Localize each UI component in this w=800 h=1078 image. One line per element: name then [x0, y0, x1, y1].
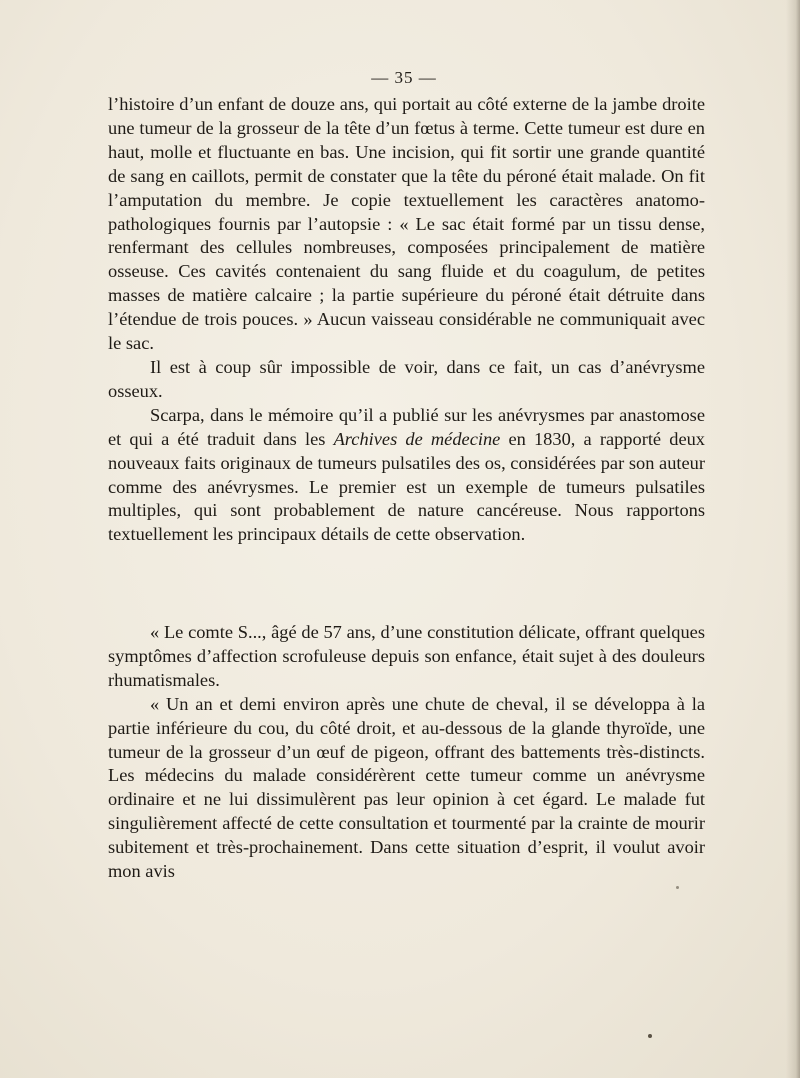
paragraph-3-text-start: Scarpa, dans le mémoire qu’il a publié sur les anévrysmes par anastomose et qui a été traduit dans les: [108, 404, 705, 449]
paragraph-3-text-end: en 1830, a rapporté deux nouveaux faits originaux de tumeurs pulsatiles des os, considérées par son auteur comme des anévrysmes. Le premier est un exemple de tumeurs pulsatiles multiples, qui sont probablement de nature cancéreuse. Nous rapportons textuellement les principaux détails de cette observation.: [108, 428, 705, 545]
paragraph-2: Il est à coup sûr impossible de voir, dans ce fait, un cas d’anévrysme osseux.: [108, 356, 705, 401]
page-edge-shadow: [786, 0, 800, 1078]
paragraph-3: [108, 404, 705, 547]
text-block-upper: [108, 93, 705, 547]
journal-title: Archives de médecine: [333, 428, 501, 449]
paragraph-1: l’histoire d’un enfant de douze ans, qui portait au côté externe de la jambe droite une tumeur de la grosseur de la tête d’un fœtus à terme. Cette tumeur est dure en haut, molle et fluctuante en bas. Une incision, qui fit sortir une grande quantité de sang en caillots, permit de constater que la tête du péroné était malade. On fit l’amputation du membre. Je copie textuellement les caractères anatomo-pathologiques fournis par l’autopsie : « Le sac était formé par un tissu dense, renfermant des cellules nombreuses, composées principalement de matière osseuse. Ces cavités contenaient du sang fluide et du coagulum, de petites masses de matière calcaire ; la partie supérieure du péroné était détruite dans l’étendue de trois pouces. » Aucun vaisseau considérable ne communiquait avec le sac.: [108, 94, 705, 354]
paper-speck: [676, 886, 679, 889]
paragraph-4: « Le comte S..., âgé de 57 ans, d’une constitution délicate, offrant quelques symptômes d’affection scrofuleuse depuis son enfance, était sujet à des douleurs rhumatismales.: [108, 622, 705, 690]
page-number: — 35 —: [371, 68, 437, 87]
paper-speck: [648, 1034, 652, 1038]
paragraph-5: « Un an et demi environ après une chute de cheval, il se développa à la partie inférieure du cou, du côté droit, et au-dessous de la glande thyroïde, une tumeur de la grosseur d’un œuf de pigeon, offrant des battements très-distincts. Les médecins du malade considérèrent cette tumeur comme un anévrysme ordinaire et ne lui dissimulèrent pas leur opinion à cet égard. Le malade fut singulièrement affecté de cette consultation et tourmenté par la crainte de mourir subitement et très-prochainement. Dans cette situation d’esprit, il voulut avoir mon avis: [108, 693, 705, 882]
text-block-lower: [108, 621, 705, 884]
